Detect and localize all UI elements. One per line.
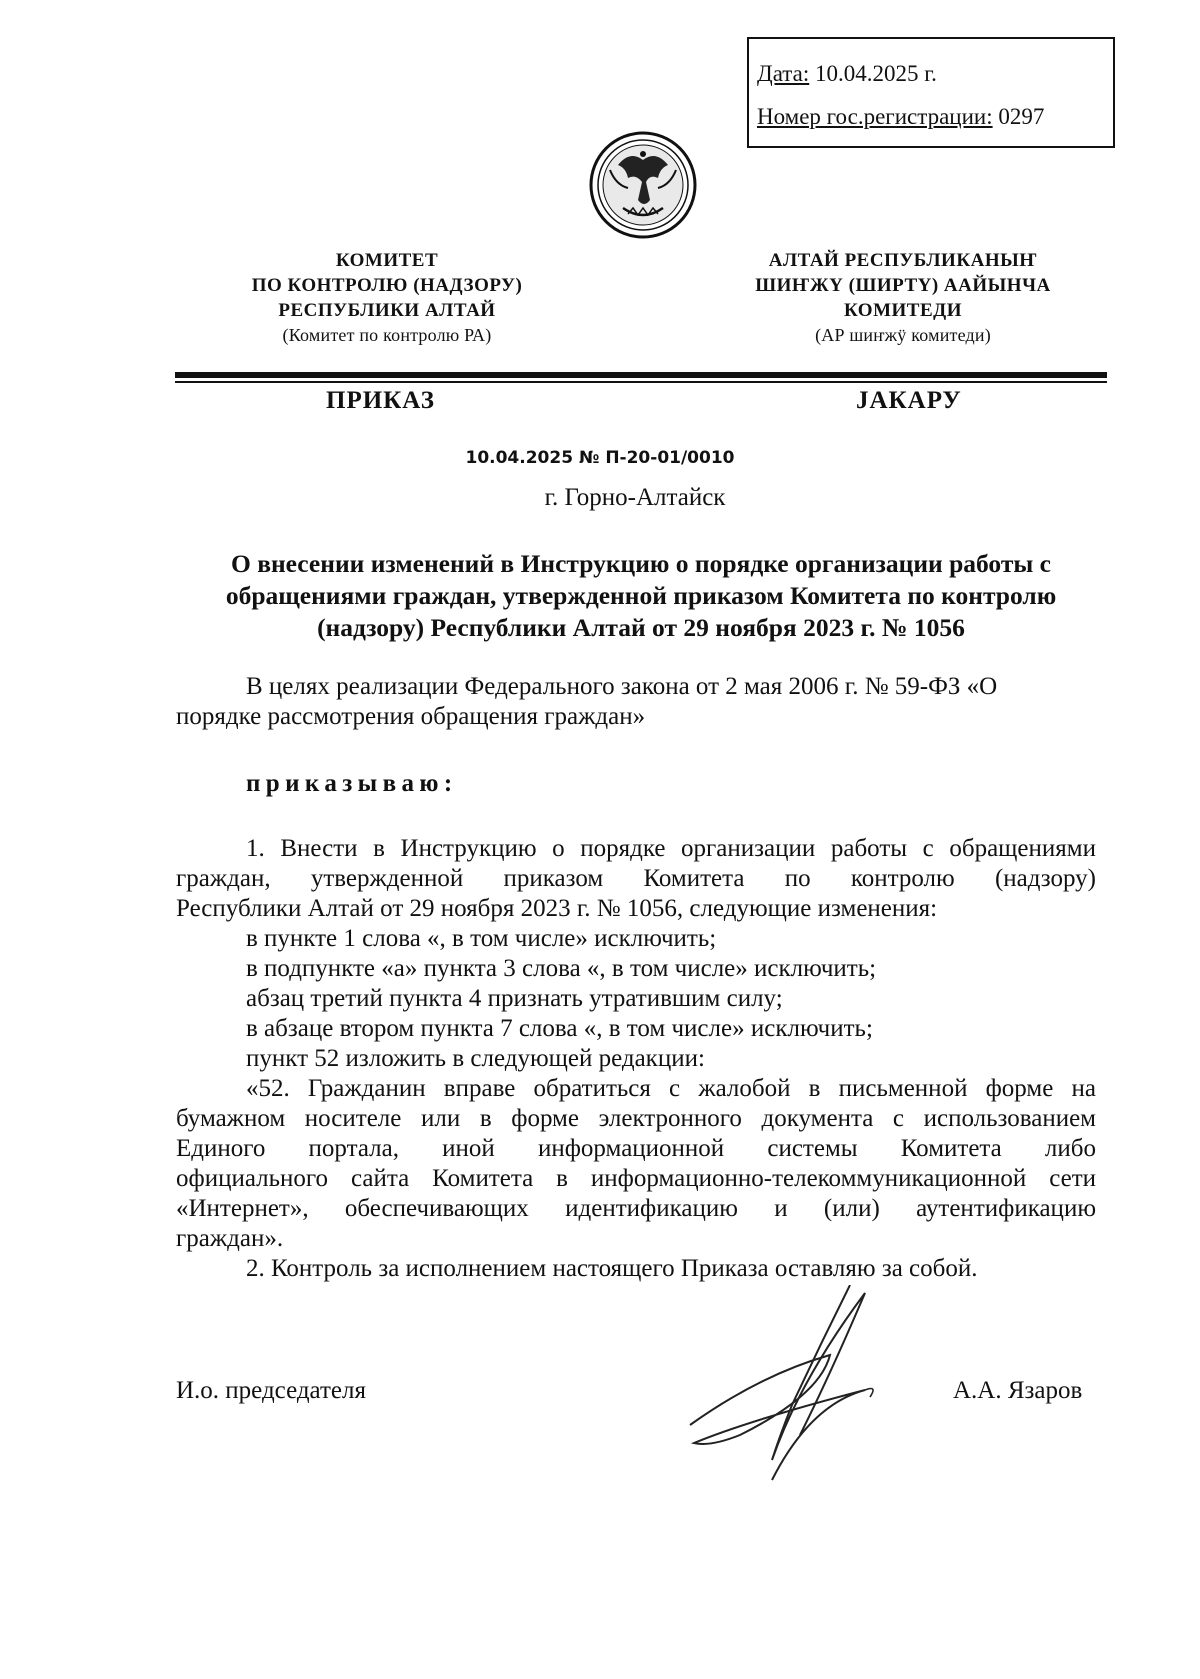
title-line1: О внесении изменений в Инструкцию о порядке организации работы с xyxy=(231,549,1051,578)
registration-number xyxy=(757,104,1044,130)
header-right-line4: (АР шиҥжӱ комитеди) xyxy=(815,325,991,345)
signatory-role: И.о. председателя xyxy=(176,1377,367,1404)
change-item-3: абзац третий пункта 4 признать утратившим силу; xyxy=(246,985,783,1012)
title-line2: обращениями граждан, утвержденной приказом Комитета по контролю xyxy=(225,581,1057,610)
doc-kind-russian: ПРИКАЗ xyxy=(326,387,435,414)
header-right-line3: КОМИТЕДИ xyxy=(844,300,962,321)
header-left-line1: КОМИТЕТ xyxy=(335,250,439,271)
item1-line1: 1. Внести в Инструкцию о порядке организации работы с обращениями xyxy=(246,835,1096,862)
order-word: приказываю: xyxy=(246,770,458,797)
quote-line2: бумажном носителе или в форме электронного документа с использованием xyxy=(176,1105,1096,1132)
header-right xyxy=(718,248,1088,348)
title-line3: (надзору) Республики Алтай от 29 ноября 2023 г. № 1056 xyxy=(317,613,965,642)
city: г. Горно-Алтайск xyxy=(544,484,726,511)
registration-stamp xyxy=(747,37,1115,148)
item1-line2: граждан, утвержденной приказом Комитета по контролю (надзору) xyxy=(176,865,1096,892)
document-title xyxy=(175,548,1107,644)
quote-line1: «52. Гражданин вправе обратиться с жалобой в письменной форме на xyxy=(246,1075,1096,1102)
emblem-icon xyxy=(588,130,698,240)
coat-of-arms-emblem xyxy=(588,130,698,240)
header-left-line3: РЕСПУБЛИКИ АЛТАЙ xyxy=(278,300,496,321)
quote-line4: официального сайта Комитета в информационно-телекоммуникационной сети xyxy=(176,1165,1096,1192)
header-right-line1: АЛТАЙ РЕСПУБЛИКАНЫҤ xyxy=(768,250,1038,271)
registration-date-label: Дата: xyxy=(757,61,810,86)
change-item-4: в абзаце втором пункта 7 слова «, в том числе» исключить; xyxy=(246,1015,873,1042)
header-divider-thick xyxy=(175,372,1107,378)
order-date-number xyxy=(0,448,1200,468)
item1-line3: Республики Алтай от 29 ноября 2023 г. № 1056, следующие изменения: xyxy=(176,895,938,922)
signatory-name: А.А. Язаров xyxy=(953,1377,1083,1404)
preamble-line2: порядке рассмотрения обращения граждан» xyxy=(176,703,646,730)
handwritten-signature xyxy=(680,1285,920,1485)
change-item-1: в пункте 1 слова «, в том числе» исключить; xyxy=(246,925,717,952)
change-item-5: пункт 52 изложить в следующей редакции: xyxy=(246,1045,705,1072)
quote-line3: Единого портала, иной информационной системы Комитета либо xyxy=(176,1135,1096,1162)
order-date-number-text: 10.04.2025 № П-20-01/0010 xyxy=(465,448,735,468)
registration-date-value: 10.04.2025 г. xyxy=(814,61,937,86)
signature-icon xyxy=(680,1285,920,1485)
preamble-line1: В целях реализации Федерального закона от 2 мая 2006 г. № 59-ФЗ «О xyxy=(246,673,998,700)
header-right-line2: ШИҤЖҮ (ШИРТҮ) ААЙЫНЧА xyxy=(755,275,1051,296)
item2: 2. Контроль за исполнением настоящего Приказа оставляю за собой. xyxy=(246,1255,978,1282)
registration-number-value: 0297 xyxy=(998,104,1045,129)
registration-date xyxy=(757,61,937,87)
registration-number-label: Номер гос.регистрации: xyxy=(757,104,993,129)
header-divider-thin xyxy=(175,381,1107,383)
quote-line5: «Интернет», обеспечивающих идентификацию и (или) аутентификацию xyxy=(176,1195,1096,1222)
header-left-line4: (Комитет по контролю РА) xyxy=(282,325,492,345)
header-left-line2: ПО КОНТРОЛЮ (НАДЗОРУ) xyxy=(251,275,523,296)
quote-line6: граждан». xyxy=(176,1225,284,1252)
change-item-2: в подпункте «а» пункта 3 слова «, в том числе» исключить; xyxy=(246,955,877,982)
doc-kind-altai: ЈАКАРУ xyxy=(856,387,962,414)
header-left xyxy=(222,248,552,348)
